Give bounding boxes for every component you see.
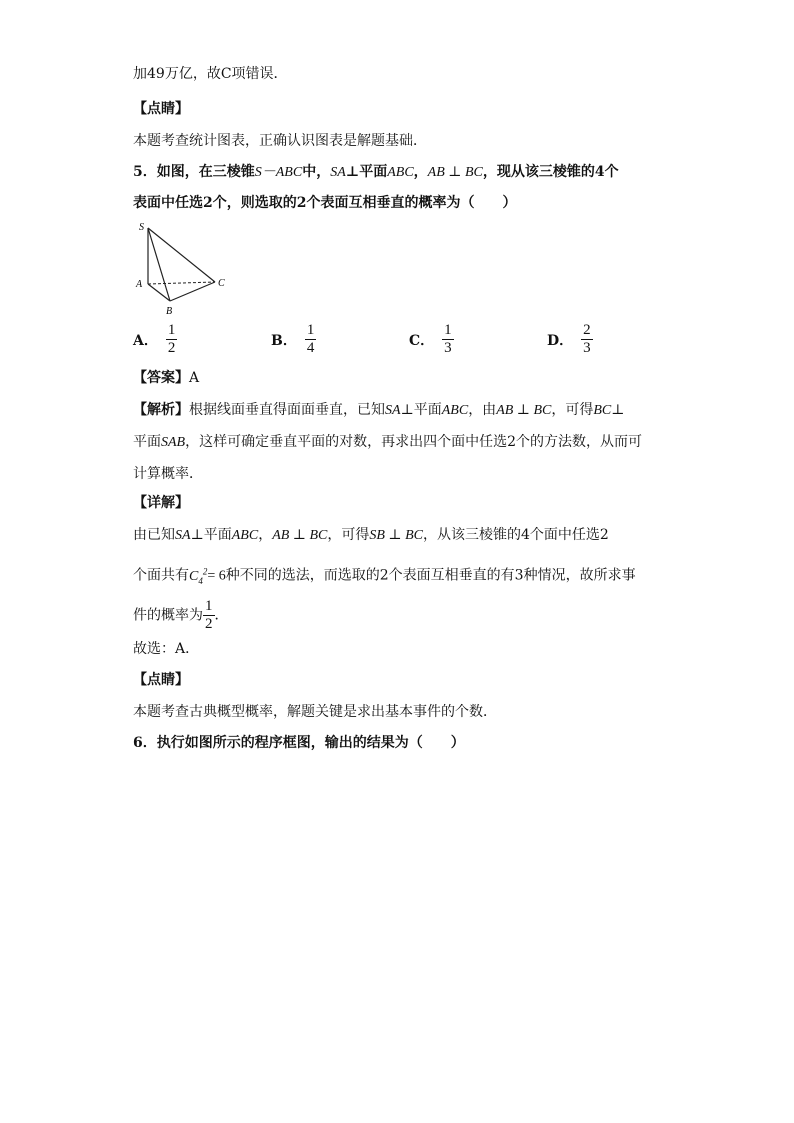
combination-symbol: C [189,568,199,584]
numerator: 1 [205,598,213,614]
math: SAB [161,435,186,450]
vertex-label-a: A [136,279,143,290]
denominator: 2 [205,616,213,632]
option-letter: C． [409,332,435,349]
numerator: 1 [167,322,176,338]
vertex-label-b: B [166,306,173,317]
fraction [305,322,317,357]
math: ABC [441,403,469,418]
text: ，由 [468,402,497,418]
analysis-line-2 [133,432,642,453]
text: 个面共有 [133,567,189,584]
detail-choose: 故选：A． [133,641,200,657]
option-letter: D． [547,332,574,349]
option-letter: B． [271,332,297,349]
text-line: 本题考查古典概型概率，解题关键是求出基本事件的个数． [133,704,497,720]
numerator: 1 [444,322,452,338]
text: 由已知 [133,527,175,543]
math: AB ⊥ BC [272,528,328,543]
text: = 6 [207,568,226,584]
option-c [409,322,454,357]
question-5-line-1 [133,162,619,183]
section-heading-analysis: 【解析】 [133,402,189,418]
text: ⊥平面 [190,527,232,543]
text: 件的概率为 [133,607,203,624]
fraction [581,322,593,357]
subscript: 4 [198,575,203,586]
fraction [203,598,215,633]
math: AB ⊥ BC [496,403,552,418]
math: SA [330,165,346,180]
text: ，可得 [327,527,370,543]
text: ，从该三棱锥的4个面中任选2 [422,527,609,543]
question-number: 5． [133,164,157,180]
math: SB ⊥ BC [369,528,423,543]
text: ⊥ [611,402,625,418]
denominator: 3 [444,340,452,356]
denominator: 2 [167,340,176,356]
option-b [271,322,316,357]
text-line: 加49万亿，故C项错误． [133,66,288,82]
fraction [442,322,454,357]
vertex-label-c: C [218,278,225,289]
answer-value: A [189,370,200,386]
text-line: 本题考查统计图表，正确认识图表是解题基础． [133,133,427,149]
section-heading-dianjing: 【点睛】 [133,672,189,688]
math: BC [593,403,612,418]
text: ⊥平面 [400,402,442,418]
option-letter: A． [133,332,158,349]
text: ，现从该三棱锥的4个 [482,164,619,180]
math: ABC [387,165,414,180]
option-a [133,322,177,357]
text: ，这样可确定垂直平面的对数，再求出四个面中任选2个的方法数，从而可 [185,434,643,450]
text: 中， [302,164,331,180]
question-6: 6．执行如图所示的程序框图，输出的结果为（ ） [133,735,465,751]
tetrahedron-figure [133,218,233,318]
option-d [547,322,593,357]
detail-line-1 [133,525,609,546]
text: ， [413,164,428,180]
math: AB ⊥ BC [427,165,483,180]
detail-line-3 [133,598,229,633]
text: ． [214,607,229,624]
math: SA [385,403,401,418]
text: 种不同的选法，而选取的2个表面互相垂直的有3种情况，故所求事 [225,567,636,584]
math: ABC [231,528,259,543]
text: 根据线面垂直得面面垂直，已知 [189,402,385,418]
math: S－ABC [254,165,303,180]
detail-line-2 [133,561,636,590]
text: ，可得 [551,402,594,418]
section-heading-detail: 【详解】 [133,495,189,511]
text: ， [258,527,273,543]
denominator: 3 [583,340,591,356]
combination-formula [189,566,208,586]
vertex-label-s: S [139,222,144,233]
section-heading-answer: 【答案】 [133,370,189,386]
math: SA [175,528,191,543]
numerator: 2 [583,322,591,338]
text: ⊥平面 [345,164,388,180]
answer-line [133,368,199,388]
denominator: 4 [306,340,315,356]
section-heading-dianjing: 【点睛】 [133,101,189,117]
fraction [166,322,178,357]
text: 平面 [133,434,161,450]
numerator: 1 [306,322,315,338]
analysis-line-3: 计算概率． [133,466,203,482]
analysis-line-1 [133,400,624,421]
superscript: 2 [202,566,208,576]
question-5-line-2: 表面中任选2个，则选取的2个表面互相垂直的概率为（ ） [133,195,517,211]
text: 如图，在三棱锥 [156,164,255,180]
